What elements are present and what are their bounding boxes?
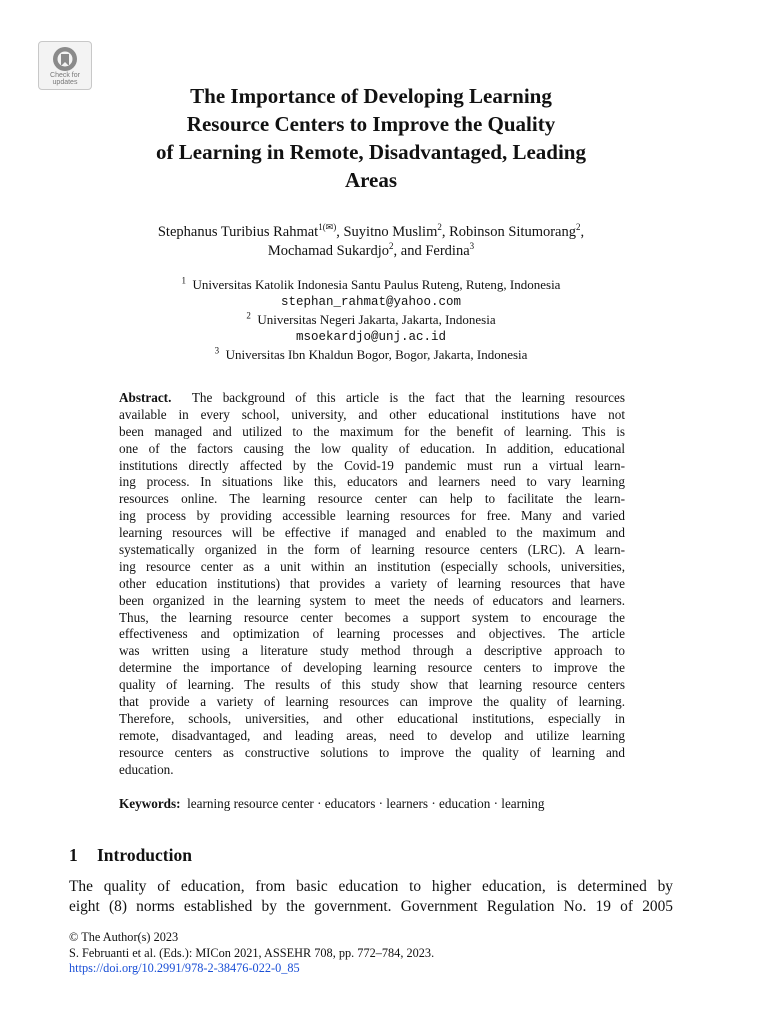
author-affil-mark: 2	[389, 241, 394, 252]
abstract-line: ing process. In situations like this, educators and learners need to vary learning	[119, 474, 625, 490]
abstract-line: was written using a literature study method through a descriptive approach to	[119, 643, 625, 659]
email-1[interactable]: stephan_rahmat@yahoo.com	[280, 294, 462, 309]
abstract-line: one of the factors causing the low quality of education. In addition, educational	[119, 440, 625, 456]
abstract-line: resource centers as constructive solutions to improve the quality of learning and	[119, 744, 625, 760]
body-line: eight (8) norms established by the government. Government Regulation No. 19 of 2005	[69, 898, 673, 915]
abstract-line: ing resource center as a unit within an institution (especially schools, universities,	[119, 558, 625, 574]
author-line-2	[0, 242, 742, 261]
abstract-line: ing process by providing accessible learning resources for free. Many and varied	[119, 508, 625, 524]
abstract-line: effectiveness and optimization of learning processes and objectives. The article	[119, 626, 625, 642]
section-title: Introduction	[97, 845, 192, 865]
affiliation-2	[0, 311, 742, 329]
abstract-line: learning resources will be effective if managed and enabled to the maximum and	[119, 525, 625, 541]
affiliations	[0, 276, 742, 364]
keywords-label: Keywords:	[119, 796, 181, 811]
abstract-line: Thus, the learning resource center becomes a support system to encourage the	[119, 609, 625, 625]
crossmark-icon	[52, 46, 78, 72]
abstract-line: systematically organized in the form of learning resource centers (LRC). A learn-	[119, 542, 625, 558]
author-name: , and Ferdina	[393, 243, 470, 259]
abstract-line	[119, 390, 625, 407]
abstract	[119, 390, 625, 778]
author-affil-mark: 3	[469, 241, 475, 252]
footer	[69, 930, 434, 977]
title-line: Resource Centers to Improve the Quality	[186, 112, 556, 136]
paper-title	[0, 82, 742, 194]
title-line: The Importance of Developing Learning	[190, 84, 552, 108]
abstract-line: been organized in the learning system to meet the needs of educators and learners.	[119, 592, 625, 608]
body-line: The quality of education, from basic education to higher education, is determined by	[69, 878, 673, 895]
author-name: Stephanus Turibius Rahmat	[157, 224, 319, 240]
abstract-line: remote, disadvantaged, and leading areas, need to develop and utilize learning	[119, 727, 625, 743]
author-affil-mark: 2	[576, 222, 581, 233]
doi-link[interactable]: https://doi.org/10.2991/978-2-38476-022-0_85	[69, 961, 300, 975]
abstract-line: institutions directly affected by the Covid-19 pandemic must run a virtual learn-	[119, 457, 625, 473]
abstract-line: education.	[119, 761, 174, 777]
abstract-line: that provide a variety of learning resources can improve the quality of learning.	[119, 694, 625, 710]
affiliation-1	[0, 276, 742, 294]
email-2[interactable]: msoekardjo@unj.ac.id	[295, 329, 447, 344]
title-line: of Learning in Remote, Disadvantaged, Leading	[156, 140, 586, 164]
abstract-line: other education institutions) that provides a variety of learning resources that have	[119, 575, 625, 591]
author-affil-mark: 2	[437, 222, 442, 233]
abstract-label: Abstract.	[119, 390, 172, 405]
author-list	[0, 223, 742, 261]
citation: S. Februanti et al. (Eds.): MICon 2021, ASSEHR 708, pp. 772–784, 2023.	[69, 945, 435, 960]
abstract-line: resources online. The learning resource center can help to facilitate the learn-	[119, 491, 625, 507]
copyright: © The Author(s) 2023	[69, 930, 179, 944]
section-heading	[69, 844, 192, 866]
author-name: Mochamad Sukardjo	[267, 243, 390, 259]
affiliation-text: Universitas Ibn Khaldun Bogor, Bogor, Jakarta, Indonesia	[225, 347, 528, 362]
keywords-text: learning resource center · educators · learners · education · learning	[187, 796, 545, 811]
affiliation-number: 3	[214, 345, 220, 356]
affiliation-number: 2	[246, 310, 251, 321]
badge-line-2: updates	[52, 79, 78, 86]
section-number: 1	[69, 845, 78, 865]
abstract-text: The background of this article is the fact that the learning resources	[191, 390, 625, 405]
abstract-line: Therefore, schools, universities, and other educational institutions, especially in	[119, 710, 625, 726]
author-name: , Robinson Situmorang	[441, 224, 576, 240]
title-line: Areas	[344, 168, 398, 192]
author-line-1	[0, 223, 742, 242]
affiliation-text: Universitas Katolik Indonesia Santu Paulus Ruteng, Ruteng, Indonesia	[192, 277, 561, 292]
author-name: , Suyitno Muslim	[336, 224, 438, 240]
affiliation-number: 1	[181, 275, 187, 286]
abstract-line: determine the importance of developing learning resource centers to improve the	[119, 660, 625, 676]
author-separator: ,	[580, 224, 585, 240]
abstract-line: quality of learning. The results of this study show that learning resource centers	[119, 677, 625, 693]
author-affil-mark[interactable]: 1(✉)	[318, 222, 337, 233]
keywords	[119, 795, 639, 812]
body-paragraph	[69, 877, 673, 917]
affiliation-3	[0, 346, 742, 364]
affiliation-text: Universitas Negeri Jakarta, Jakarta, Indonesia	[257, 312, 496, 327]
badge-line-1: Check for	[50, 72, 80, 79]
abstract-line: available in every school, university, and other educational institutions have not	[119, 406, 625, 422]
abstract-line: been managed and utilized to the maximum for the benefit of learning. This is	[119, 423, 625, 439]
